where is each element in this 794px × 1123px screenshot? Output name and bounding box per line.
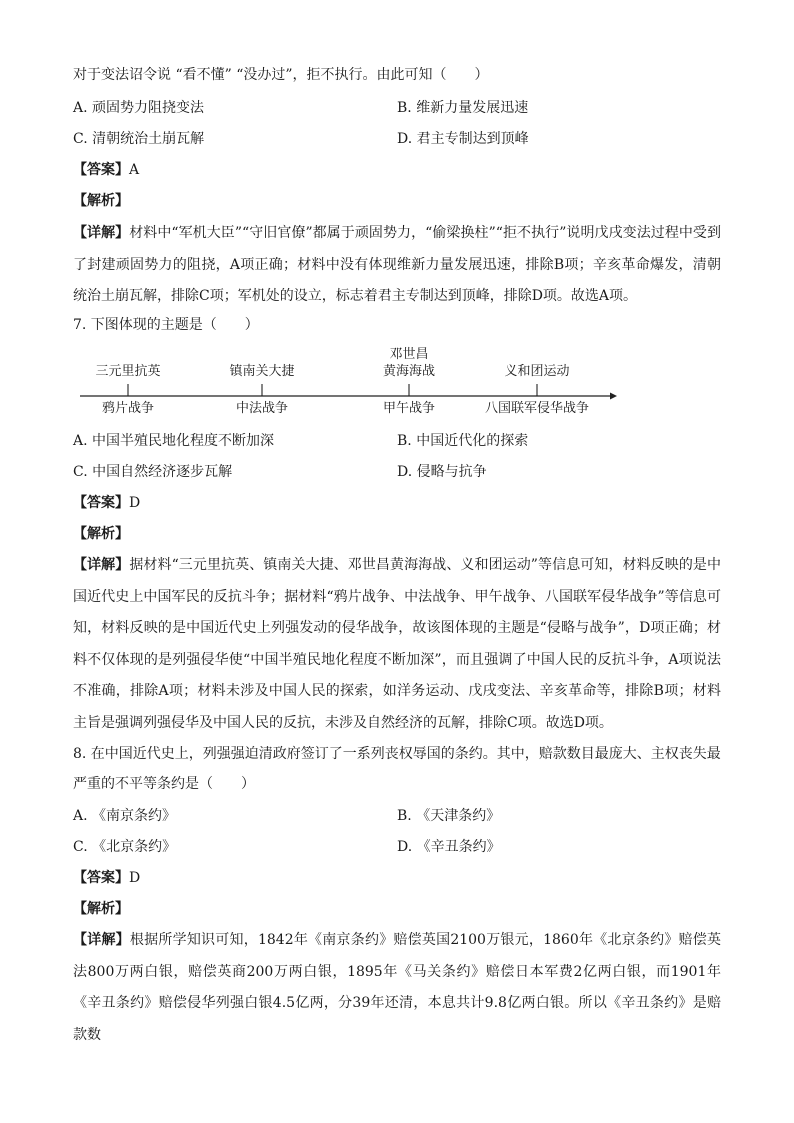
q7-answer bbox=[73, 493, 140, 513]
answer-tag: 【答案】 bbox=[73, 495, 129, 511]
timeline-top-label: 镇南关大捷 bbox=[229, 364, 295, 379]
q8-detail bbox=[73, 925, 721, 1051]
q8-analysis-tag bbox=[73, 899, 129, 919]
detail-text: 根据所学知识可知，1842年《南京条约》赔偿英国2100万银元，1860年《北京条约》赔偿英法800万两白银，赔偿英商200万两白银，1895年《马关条约》赔偿日本军费2亿两白银，而1901年《辛丑条约》赔偿侵华列强白银4.5亿两，分39年还清，本息共计9.8亿两白银。所以《辛丑条约》是赔款数 bbox=[73, 932, 722, 1043]
q8-option-a: A. 《南京条约》 bbox=[73, 808, 177, 824]
detail-tag: 【详解】 bbox=[73, 225, 130, 241]
analysis-tag: 【解析】 bbox=[73, 901, 129, 917]
q7-option-c: C. 中国自然经济逐步瓦解 bbox=[73, 464, 233, 480]
q8-stem-line-1: 8. 在中国近代史上，列强强迫清政府签订了一系列丧权辱国的条约。其中，赔款数目最庞大、主权丧失最 bbox=[73, 746, 721, 762]
timeline-bottom-label: 中法战争 bbox=[235, 401, 289, 416]
analysis-tag: 【解析】 bbox=[73, 526, 129, 542]
q8-stem-line-2: 严重的不平等条约是（ ） bbox=[73, 776, 255, 792]
q7-analysis-tag bbox=[73, 524, 129, 544]
timeline-bottom-label: 鸦片战争 bbox=[101, 401, 155, 416]
q6-option-d: D. 君主专制达到顶峰 bbox=[397, 131, 529, 147]
q6-option-a: A. 顽固势力阻挠变法 bbox=[73, 100, 205, 116]
timeline-top-label: 义和团运动 bbox=[504, 364, 570, 379]
q8-option-b: B. 《天津条约》 bbox=[397, 808, 501, 824]
q6-option-c: C. 清朝统治土崩瓦解 bbox=[73, 131, 205, 147]
answer-tag: 【答案】 bbox=[73, 870, 129, 886]
answer-value: A bbox=[129, 162, 140, 178]
analysis-tag: 【解析】 bbox=[73, 193, 129, 209]
timeline-bottom-label: 八国联军侵华战争 bbox=[484, 401, 590, 416]
timeline-top-label: 黄海海战 bbox=[382, 364, 436, 379]
timeline-bottom-label: 甲午战争 bbox=[382, 401, 436, 416]
detail-text: 据材料“三元里抗英、镇南关大捷、邓世昌黄海海战、义和团运动”等信息可知，材料反映的是中国近代史上中国军民的反抗斗争；据材料“鸦片战争、中法战争、甲午战争、八国联军侵华战争”等信息可知，材料反映的是中国近代史上列强发动的侵华战争，故该图体现的主题是“侵略与战争”，D项正确；材料不仅体现的是列强侵华使“中国半殖民地化程度不断加深”，而且强调了中国人民的反抗斗争，A项说法不准确，排除A项；材料未涉及中国人民的探索，如洋务运动、戊戌变法、辛亥革命等，排除B项；材料主旨是强调列强侵华及中国人民的反抗，未涉及自然经济的瓦解，排除C项。故选D项。 bbox=[73, 557, 722, 731]
detail-tag: 【详解】 bbox=[73, 557, 130, 573]
timeline-top-label: 三元里抗英 bbox=[95, 364, 161, 379]
timeline-arrow bbox=[610, 393, 617, 400]
timeline-top-label: 邓世昌 bbox=[389, 347, 429, 362]
q7-stem: 7. 下图体现的主题是（ ） bbox=[73, 317, 259, 333]
answer-value: D bbox=[129, 495, 141, 511]
answer-tag: 【答案】 bbox=[73, 162, 129, 178]
q6-stem: 对于变法诏令说 “看不懂” “没办过”，拒不执行。由此可知（ ） bbox=[73, 67, 489, 83]
q7-option-b: B. 中国近代化的探索 bbox=[397, 433, 529, 449]
detail-text: 材料中“军机大臣”“守旧官僚”都属于顽固势力，“偷梁换柱”“拒不执行”说明戊戌变法过程中受到了封建顽固势力的阻挠，A项正确；材料中没有体现维新力量发展迅速，排除B项；辛亥革命爆发，清朝统治土崩瓦解，排除C项；军机处的设立，标志着君主专制达到顶峰，排除D项。故选A项。 bbox=[73, 225, 721, 304]
q8-option-c: C. 《北京条约》 bbox=[73, 839, 177, 855]
q7-detail bbox=[73, 550, 721, 739]
answer-value: D bbox=[129, 870, 141, 886]
q7-option-a: A. 中国半殖民地化程度不断加深 bbox=[73, 433, 275, 449]
q8-option-d: D. 《辛丑条约》 bbox=[397, 839, 501, 855]
detail-tag: 【详解】 bbox=[73, 932, 130, 948]
q6-option-b: B. 维新力量发展迅速 bbox=[397, 100, 529, 116]
q7-option-d: D. 侵略与抗争 bbox=[397, 464, 487, 480]
q8-answer bbox=[73, 868, 140, 888]
